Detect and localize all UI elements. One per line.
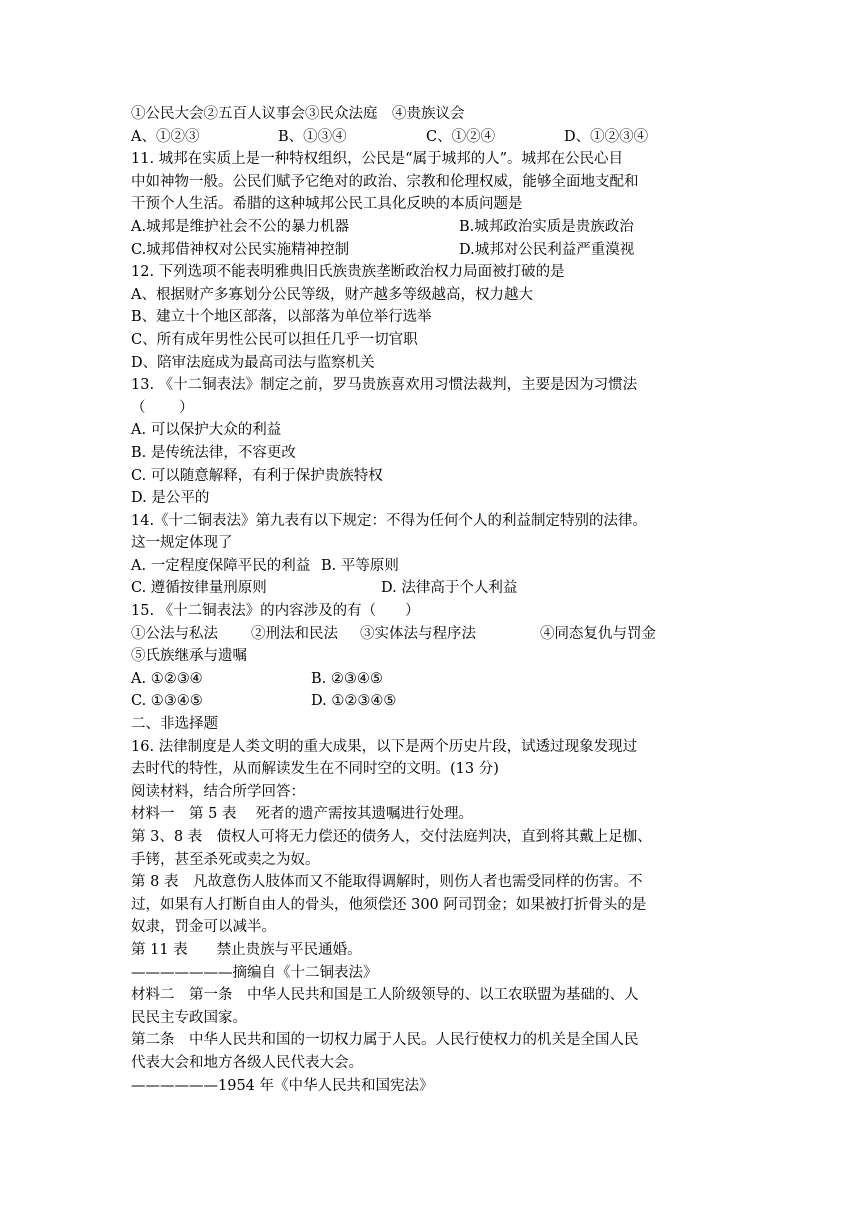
text-segment: 第 3、8 表 债权人可将无力偿还的债务人，交付法庭判决，直到将其戴上足枷、 [131, 829, 652, 845]
text-segment: 16. 法律制度是人类文明的重大成果，以下是两个历史片段，试透过现象发现过 [131, 738, 638, 755]
text-line [131, 442, 820, 465]
text-line [131, 306, 820, 329]
text-segment: A、根据财产多寡划分公民等级，财产越多等级越高，权力越大 [131, 286, 533, 303]
text-line [131, 781, 820, 804]
text-line [131, 600, 820, 623]
text-line [131, 849, 820, 872]
text-segment: D、①②③④ [564, 128, 649, 145]
text-segment: 过，如果有人打断自由人的骨头，他须偿还 300 阿司罚金；如果被打折骨头的是 [131, 896, 647, 913]
text-line [131, 261, 820, 284]
text-segment: 二、非选择题 [131, 716, 218, 733]
text-line [131, 465, 820, 488]
text-segment: A. 一定程度保障平民的利益 [131, 557, 311, 574]
text-segment: 代表大会和地方各级人民代表大会。 [131, 1054, 363, 1071]
text-segment: B. 平等原则 [321, 557, 399, 574]
text-line [131, 555, 820, 578]
text-line [131, 103, 820, 126]
text-segment: B. 是传统法律，不容更改 [131, 444, 296, 461]
text-line [131, 510, 820, 533]
text-segment: 干预个人生活。希腊的这种城邦公民工具化反映的本质问题是 [131, 196, 523, 213]
text-line [131, 374, 820, 397]
text-line [131, 1007, 820, 1030]
text-line [131, 577, 820, 600]
text-line [131, 148, 820, 171]
text-segment: C. 遵循按律量刑原则 [131, 580, 267, 597]
text-segment: ②刑法和民法 [251, 625, 338, 642]
text-segment: 中如神物一般。公民们赋予它绝对的政治、宗教和伦理权威，能够全面地支配和 [131, 173, 639, 190]
text-segment: 民民主专政国家。 [131, 1009, 247, 1026]
text-segment: 奴隶，罚金可以减半。 [131, 919, 276, 936]
text-segment: ———————摘编自《十二铜表法》 [131, 964, 378, 981]
text-line [131, 1052, 820, 1075]
text-segment: 第二条 中华人民共和国的一切权力属于人民。人民行使权力的机关是全国人民 [131, 1032, 639, 1049]
text-segment: 去时代的特性，从而解读发生在不同时空的文明。(13 分) [131, 761, 499, 778]
text-line [131, 329, 820, 352]
text-line [131, 1075, 820, 1098]
text-segment: B、建立十个地区部落，以部落为单位举行选举 [131, 309, 432, 326]
text-segment: C. ①③④⑤ [131, 693, 203, 710]
text-line [131, 916, 820, 939]
text-segment: ①公民大会②五百人议事会③民众法庭 ④贵族议会 [131, 106, 465, 122]
text-segment: 材料二 第一条 中华人民共和国是工人阶级领导的、以工农联盟为基础的、人 [131, 987, 639, 1004]
text-segment: B.城邦政治实质是贵族政治 [459, 218, 634, 235]
text-segment: ⑤氏族继承与遗嘱 [131, 648, 247, 665]
text-segment: D. 是公平的 [131, 490, 210, 507]
text-line [131, 352, 820, 375]
text-segment: （ ） [131, 399, 194, 416]
text-line [131, 803, 820, 826]
text-segment: ①公法与私法 [131, 625, 218, 642]
text-line [131, 397, 820, 420]
text-line [131, 623, 820, 646]
text-line [131, 126, 820, 149]
text-segment: A. ①②③④ [131, 670, 203, 687]
text-line [131, 487, 820, 510]
text-segment: C. 可以随意解释，有利于保护贵族特权 [131, 467, 383, 484]
text-segment: 15. 《十二铜表法》的内容涉及的有（ ） [131, 603, 420, 620]
text-segment: D、陪审法庭成为最高司法与监察机关 [131, 354, 375, 371]
text-line [131, 532, 820, 555]
text-segment: B. ②③④⑤ [311, 670, 383, 687]
text-line [131, 736, 820, 759]
text-segment: C、①②④ [426, 128, 496, 145]
text-segment: A.城邦是维护社会不公的暴力机器 [131, 218, 350, 235]
text-line [131, 216, 820, 239]
text-line [131, 419, 820, 442]
text-segment: ——————1954 年《中华人民共和国宪法》 [131, 1077, 434, 1094]
exam-text [131, 103, 820, 1097]
text-segment: D. ①②③④⑤ [311, 693, 397, 710]
text-segment: ④同态复仇与罚金 [540, 625, 656, 642]
text-segment: A. 可以保护大众的利益 [131, 422, 282, 439]
text-segment: 第 8 表 凡故意伤人肢体而又不能取得调解时，则伤人者也需受同样的伤害。不 [131, 874, 643, 891]
text-line [131, 1029, 820, 1052]
text-segment: 13. 《十二铜表法》制定之前，罗马贵族喜欢用习惯法裁判，主要是因为习惯法 [131, 377, 638, 394]
text-segment: D. 法律高于个人利益 [381, 580, 518, 597]
text-line [131, 826, 820, 849]
text-line [131, 713, 820, 736]
text-line [131, 284, 820, 307]
text-line [131, 984, 820, 1007]
text-line [131, 668, 820, 691]
text-segment: 手铐，甚至杀死或卖之为奴。 [131, 851, 320, 868]
text-line [131, 645, 820, 668]
text-segment: 14.《十二铜表法》第九表有以下规定：不得为任何个人的利益制定特别的法律。 [131, 512, 648, 529]
text-segment: 12. 下列选项不能表明雅典旧氏族贵族垄断政治权力局面被打破的是 [131, 264, 565, 281]
text-segment: 材料一 第 5 表 死者的遗产需按其遗嘱进行处理。 [131, 806, 474, 823]
text-line [131, 171, 820, 194]
text-line [131, 871, 820, 894]
text-segment: 11. 城邦在实质上是一种特权组织，公民是“属于城邦的人”。城邦在公民心目 [131, 151, 623, 168]
text-segment: 阅读材料，结合所学回答： [131, 783, 305, 800]
text-segment: C、所有成年男性公民可以担任几乎一切官职 [131, 331, 418, 348]
text-line [131, 239, 820, 262]
text-line [131, 758, 820, 781]
text-segment: B、①③④ [278, 128, 347, 145]
text-line [131, 894, 820, 917]
text-segment: 第 11 表 禁止贵族与平民通婚。 [131, 941, 362, 958]
text-segment: 这一规定体现了 [131, 535, 233, 552]
text-segment: A、①②③ [131, 128, 200, 145]
text-segment: C.城邦借神权对公民实施精神控制 [131, 241, 350, 258]
text-line [131, 193, 820, 216]
text-line [131, 939, 820, 962]
text-segment: ③实体法与程序法 [360, 625, 476, 642]
text-line [131, 690, 820, 713]
text-segment: D.城邦对公民利益严重漠视 [459, 241, 635, 258]
text-line [131, 962, 820, 985]
